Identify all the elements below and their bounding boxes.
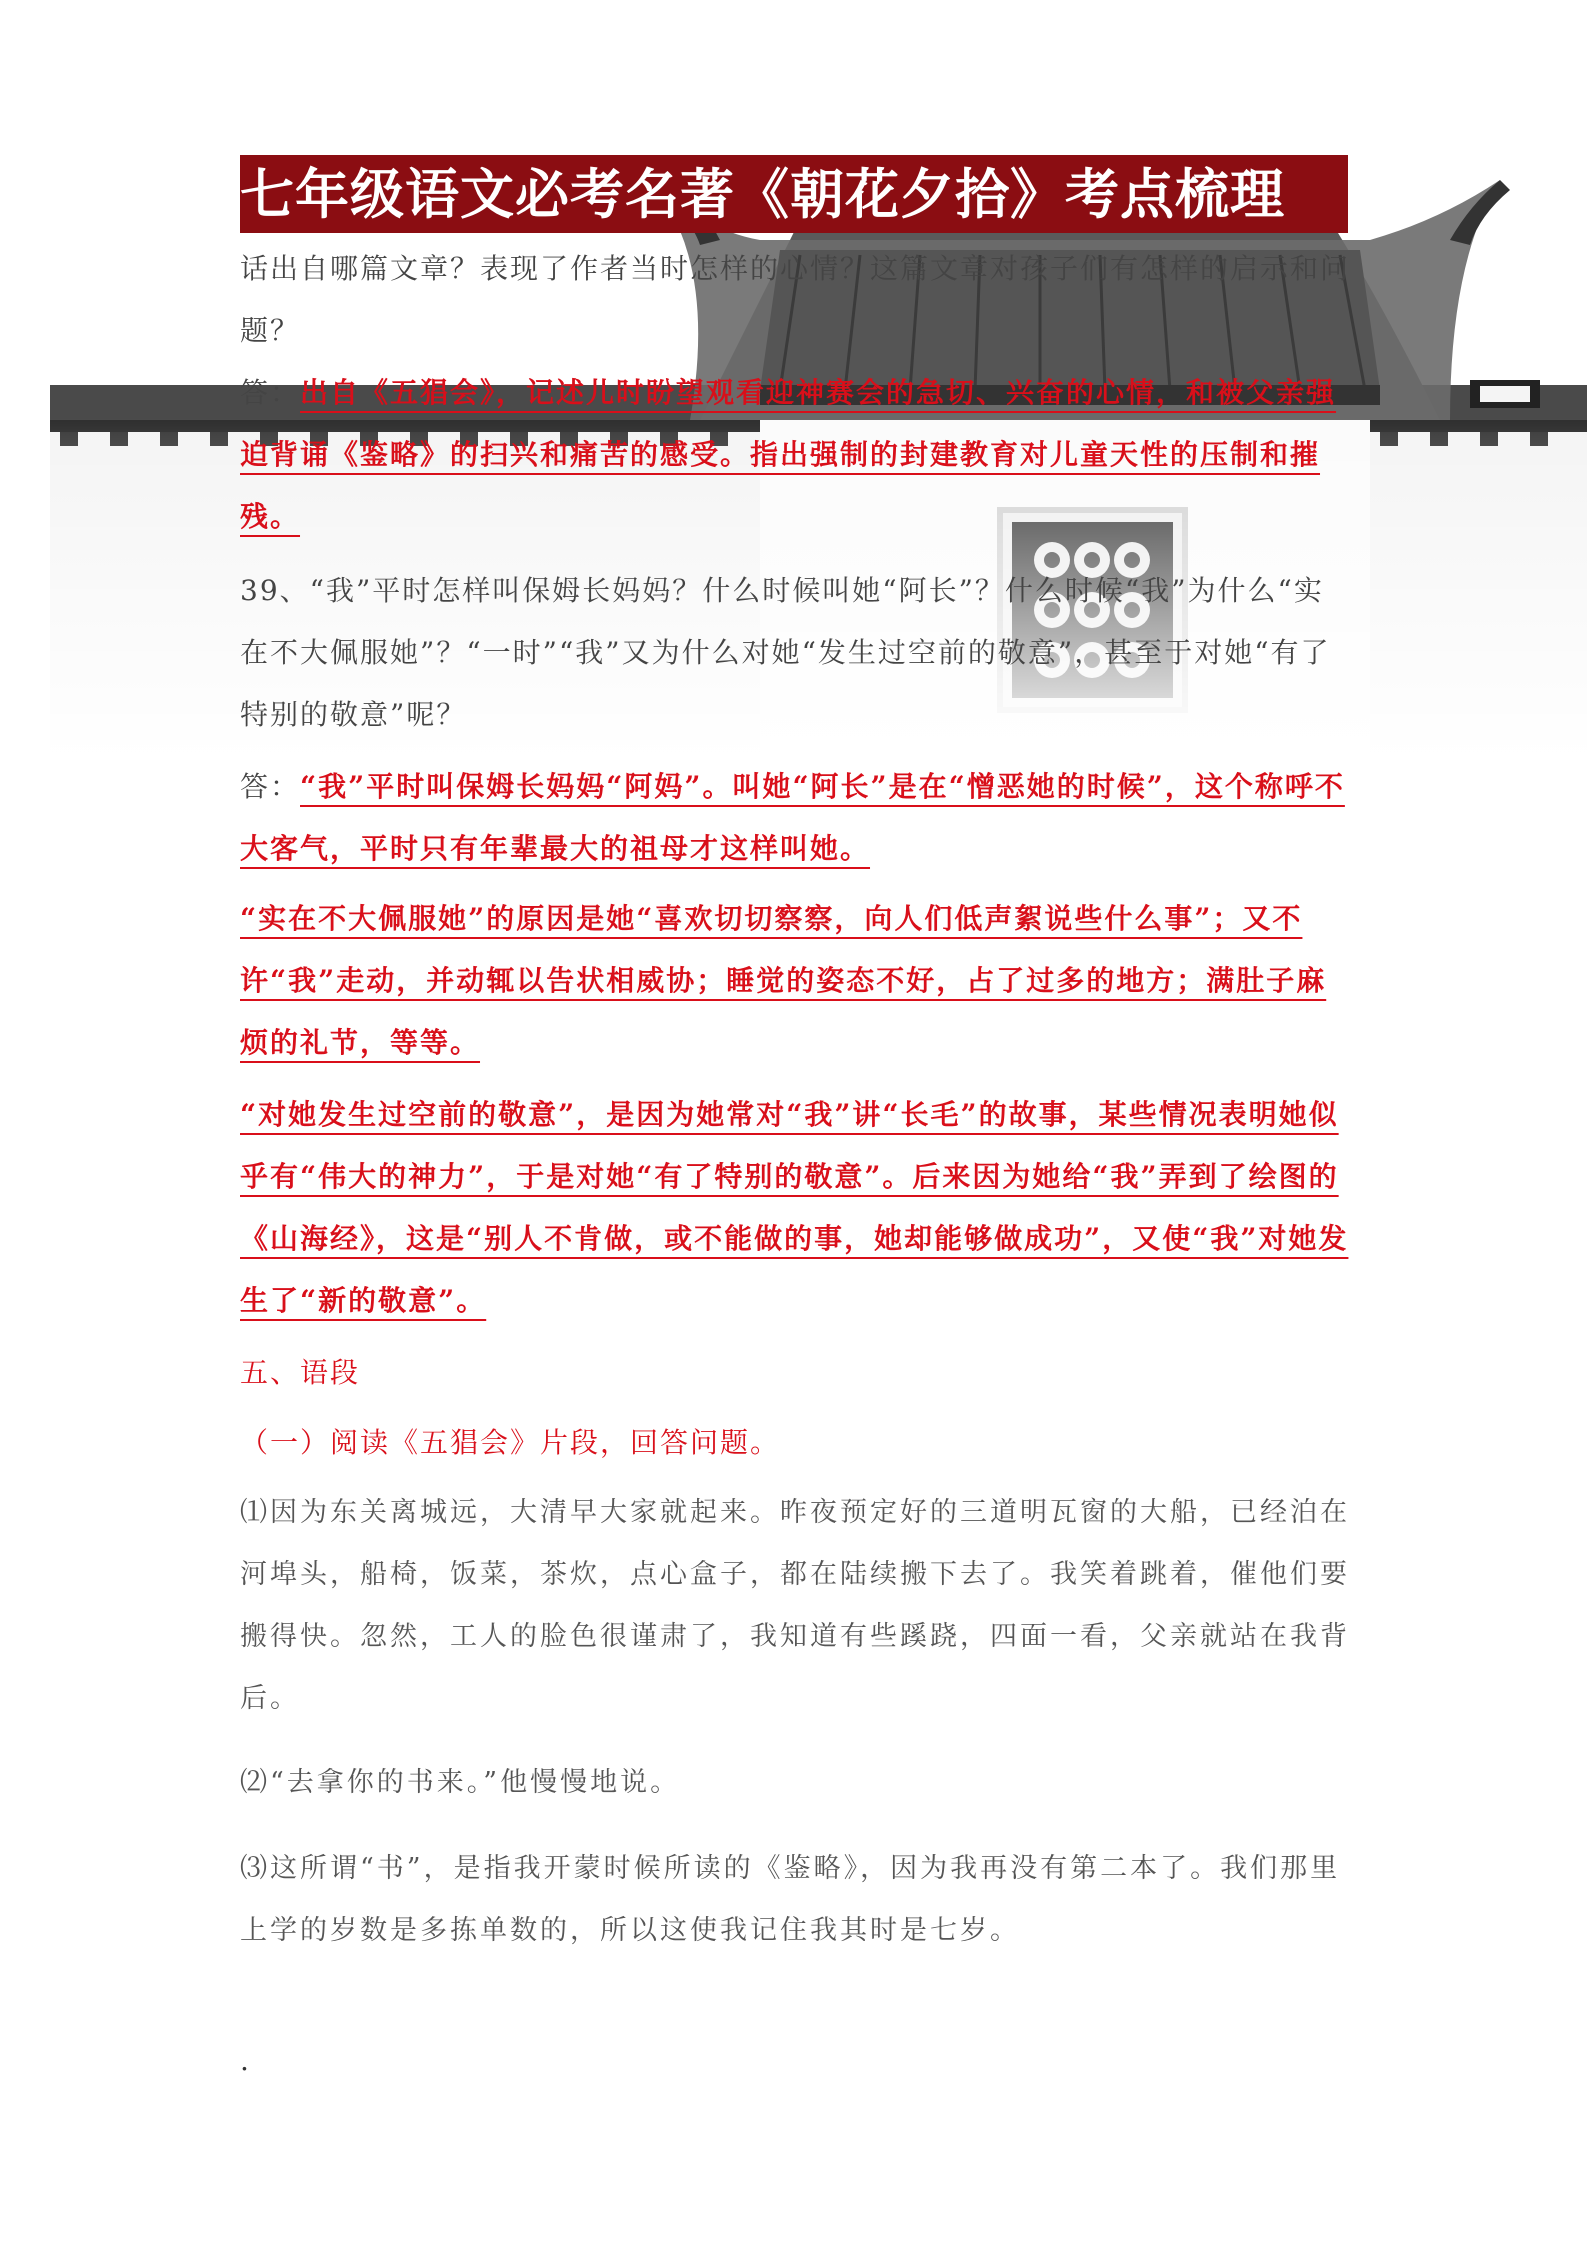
passage-paragraph-1: ⑴因为东关离城远，大清早大家就起来。昨夜预定好的三道明瓦窗的大船，已经泊在河埠头，船椅，饭菜，茶炊，点心盒子，都在陆续搬下去了。我笑着跳着，催他们要搬得快。忽然，工人的脸色很谨肃了，我知道有些蹊跷，四面一看，父亲就站在我背后。 [240, 1497, 1350, 1714]
passage-paragraph-3: ⑶这所谓“书”，是指我开蒙时候所读的《鉴略》，因为我再没有第二本了。我们那里上学的岁数是多拣单数的，所以这使我记住我其时是七岁。 [240, 1853, 1341, 1946]
answer-39-part-2 [240, 888, 1350, 1074]
answer-prefix: 答： [240, 376, 301, 409]
section-heading: 五、语段 [240, 1356, 361, 1389]
question-39-text: 39、“我”平时怎样叫保姆长妈妈？什么时候叫她“阿长”？什么时候“我”为什么“实在不大佩服她”？“一时”“我”又为什么对她“发生过空前的敬意”，甚至于对她“有了特别的敬意”呢？ [240, 574, 1331, 731]
footer-dot: . [240, 2044, 251, 2077]
answer-39-text-3: “对她发生过空前的敬意”，是因为她常对“我”讲“长毛”的故事，某些情况表明她似乎有“伟大的神力”，于是对她“有了特别的敬意”。后来因为她给“我”弄到了绘图的《山海经》，这是“别人不肯做，或不能做的事，她却能够做成功”，又使“我”对她发生了“新的敬意”。 [240, 1098, 1349, 1317]
answer-38 [240, 362, 1350, 548]
answer-39-text-2: “实在不大佩服她”的原因是她“喜欢切切察察，向人们低声絮说些什么事”；又不许“我”走动，并动辄以告状相威协；睡觉的姿态不好，占了过多的地方；满肚子麻烦的礼节，等等。 [240, 902, 1327, 1059]
page-title: 七年级语文必考名著《朝花夕拾》考点梳理 [240, 155, 1348, 233]
answer-prefix: 答： [240, 770, 301, 803]
answer-39-text-1: “我”平时叫保姆长妈妈“阿妈”。叫她“阿长”是在“憎恶她的时候”，这个称呼不大客气，平时只有年辈最大的祖母才这样叫她。 [240, 770, 1345, 865]
answer-38-text: 出自《五猖会》，记述儿时盼望观看迎神赛会的急切、兴奋的心情，和被父亲强迫背诵《鉴略》的扫兴和痛苦的感受。指出强制的封建教育对儿童天性的压制和摧残。 [240, 376, 1337, 533]
answer-39-part-3 [240, 1084, 1350, 1332]
question-38-text: 话出自哪篇文章？表现了作者当时怎样的心情？这篇文章对孩子们有怎样的启示和问题？ [240, 252, 1351, 347]
passage-paragraph-2: ⑵“去拿你的书来。”他慢慢地说。 [240, 1767, 681, 1798]
answer-39-part-1 [240, 756, 1350, 880]
subsection-heading: （一）阅读《五猖会》片段，回答问题。 [240, 1426, 781, 1459]
